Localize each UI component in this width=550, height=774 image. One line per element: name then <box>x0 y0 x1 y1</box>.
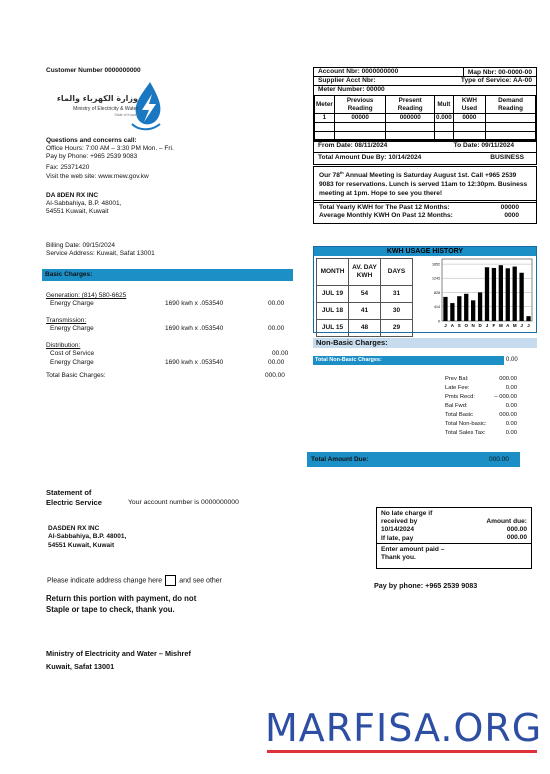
x-tick-label: O <box>464 323 468 328</box>
usage-bar <box>513 267 517 321</box>
ministry-return-address: Ministry of Electricity and Water – Mishref Kuwait, Safat 13001 <box>46 649 191 671</box>
transmission-label: Transmission: <box>46 317 87 325</box>
monthly-kwh-label: Average Monthly KWH On Past 12 Months: <box>319 212 453 220</box>
meeting-notice: Our 78th Annual Meeting is Saturday August 1st. Call +965 2539 9083 for reservations. Lunch is served 11am to 12:30pm. Business meeting at 1pm. Hope to see you there! <box>313 166 537 203</box>
meter-table <box>314 95 536 141</box>
usage-bar <box>457 296 461 321</box>
usage-bar <box>499 265 503 321</box>
summary-label: Total Non-basic: <box>445 420 487 427</box>
account-box <box>313 67 537 142</box>
statement-heading: Statement of Electric Service <box>46 488 102 507</box>
website: Visit the web site: www.mew.gov.kw <box>46 172 149 180</box>
total-basic-line: Total Basic Charges: 000.00 <box>46 372 285 380</box>
customer-addr2: 54551 Kuwait, Kuwait <box>46 208 109 216</box>
basic-charges-detail <box>46 292 291 381</box>
x-tick-label: J <box>520 323 523 328</box>
summary-label: Bal Fwd: <box>445 402 468 409</box>
generation-label: Generation: (814) 580-6625 <box>46 292 127 299</box>
y-tick-label: 1243 <box>432 276 440 281</box>
x-tick-label: M <box>498 323 503 328</box>
customer-addr1: Al-Sabbahiya, B.P. 48001, <box>46 200 122 208</box>
customer-name: DA 8DEN RX INC <box>46 192 99 199</box>
usage-bar <box>478 292 482 321</box>
stub-pay-phone: Pay by phone: +965 2539 9083 <box>374 581 478 590</box>
energy-line: Energy Charge 1690 kwh x .053540 00.00 <box>50 300 285 308</box>
late-charge-info: No late charge if received by 10/14/2024 If late, pay <box>381 510 433 542</box>
x-tick-label: D <box>478 323 482 328</box>
billing-info <box>46 242 266 258</box>
summary-value: 0.00 <box>505 402 517 409</box>
yearly-kwh-label: Total Yearly KWH for The Past 12 Months: <box>319 204 450 211</box>
table-row: 1 00000 000000 0.000 0000 <box>315 114 536 123</box>
dates-box <box>313 139 537 165</box>
distribution-label: Distribution: <box>46 342 81 350</box>
energy-line: Energy Charge 1690 kwh x .053540 00.00 <box>50 325 285 333</box>
energy-line: Energy Charge 1690 kwh x .053540 00.00 <box>50 359 285 367</box>
service-type: BUSINESS <box>490 154 524 162</box>
usage-bar <box>506 268 510 321</box>
stub-addr1: Al-Sabbahiya, B.P. 48001, <box>48 533 127 541</box>
amount-due-stub: Amount due: 000.00 000.00 <box>486 518 527 542</box>
billing-date: Billing Date: 09/15/2024 <box>46 242 116 249</box>
days-header: DAYS <box>381 259 413 286</box>
monthly-kwh-value: 0000 <box>504 212 519 220</box>
y-tick-label: 414 <box>434 305 440 310</box>
from-date: From Date: 08/11/2024 <box>318 141 388 149</box>
logo-state: State of Kuwait <box>114 113 138 117</box>
amount-due-label: Total Amount Due: <box>311 456 369 463</box>
summary-row <box>445 375 517 384</box>
x-tick-label: N <box>471 323 475 328</box>
usage-bar <box>464 294 468 321</box>
stub-name: DASDEN RX INC <box>48 525 100 532</box>
summary-value: – 000.00 <box>494 393 517 400</box>
usage-bar <box>492 268 496 321</box>
usage-table <box>316 258 413 337</box>
contact-heading: Questions and concerns call: <box>46 137 137 144</box>
summary-row <box>445 420 517 429</box>
x-tick-label: S <box>457 323 461 328</box>
basic-charges-bar <box>42 269 293 281</box>
amount-due-value: 000.00 <box>489 456 509 463</box>
summary-row <box>445 411 517 420</box>
office-hours: Office Hours: 7:00 AM – 3:30 PM Mon. – Fri. <box>46 145 174 153</box>
address-change-checkbox[interactable] <box>165 575 176 586</box>
y-tick-label: 828 <box>434 290 440 295</box>
mult-header: Mult <box>434 96 453 114</box>
usage-bar <box>471 300 475 321</box>
x-tick-label: J <box>444 323 447 328</box>
present-reading-header: Present Reading <box>386 96 434 114</box>
summary-row <box>445 384 517 393</box>
usage-bar <box>450 303 454 321</box>
usage-history <box>313 246 537 333</box>
to-date: To Date: 09/11/2024 <box>453 141 514 149</box>
logo-english: Ministry of Electricity & Water <box>73 106 138 112</box>
fax: Fax: 25371420 <box>46 164 90 172</box>
y-tick-label: 1652 <box>432 262 440 267</box>
x-tick-label: A <box>506 323 510 328</box>
account-nbr: Account Nbr: 0000000000 <box>318 67 399 75</box>
summary-label: Total Sales Tax: <box>445 429 486 436</box>
address-change-line: Please indicate address change here and see other <box>47 575 222 586</box>
summary-label: Pmts Recd: <box>445 393 475 400</box>
watermark-underline <box>267 750 537 753</box>
customer-address <box>46 192 246 216</box>
contact-block <box>46 137 246 181</box>
summary-row <box>445 393 517 402</box>
nonbasic-total-bar <box>313 356 504 365</box>
summary-value: 0.00 <box>505 429 517 436</box>
meter-header: Meter <box>315 96 335 114</box>
summary-value: 0.00 <box>505 420 517 427</box>
pay-phone: Pay by Phone: +965 2539 9083 <box>46 153 138 161</box>
total-amount-due-bar <box>307 452 520 467</box>
summary-label: Prev Bal: <box>445 376 469 382</box>
usage-bar <box>526 316 530 321</box>
logo-arabic: وزارة الكهرباء والماء <box>56 94 138 103</box>
x-tick-label: J <box>527 323 530 328</box>
service-address: Service Address: Kuwait, Safat 13001 <box>46 250 155 258</box>
nonbasic-title: Non-Basic Charges: <box>316 338 388 347</box>
type-of-service: Type of Service: AA-00 <box>460 76 532 84</box>
nonbasic-charges-bar <box>313 338 537 348</box>
summary-row <box>445 402 517 411</box>
watermark-text: MARFISA.ORG <box>265 706 543 750</box>
x-tick-label: F <box>492 323 496 328</box>
usage-bar <box>443 297 447 321</box>
avg-kwh-header: AV. DAY KWH <box>349 259 381 286</box>
stub-addr2: 54551 Kuwait, Kuwait <box>48 541 115 549</box>
table-row: JUL 15 48 29 <box>317 320 413 337</box>
usage-chart <box>425 257 535 333</box>
supplier-acct: Supplier Acct Nbr: <box>318 76 376 84</box>
usage-title: KWH USAGE HISTORY <box>314 247 536 256</box>
month-header: MONTH <box>317 259 349 286</box>
ministry-logo <box>46 80 164 134</box>
table-row: JUL 19 54 31 <box>317 286 413 303</box>
kwh-used-header: KWH Used <box>453 96 485 114</box>
yearly-kwh-value: 00000 <box>500 204 519 211</box>
payment-stub-box <box>376 507 532 569</box>
x-tick-label: A <box>450 323 455 328</box>
summary-value: 000.00 <box>499 376 517 382</box>
prev-reading-header: Previous Reading <box>334 96 386 114</box>
map-nbr: Map Nbr: 00-0000-00 <box>463 68 536 77</box>
summary-label: Late Fee: <box>445 384 470 391</box>
x-tick-label: J <box>485 323 489 328</box>
nonbasic-total-label: Total Non-Basic Charges: <box>315 357 382 363</box>
meter-number: Meter Number: 00000 <box>318 86 385 94</box>
table-row <box>315 123 536 132</box>
table-row: JUL 18 41 30 <box>317 303 413 320</box>
summary-value: 0.00 <box>505 384 517 391</box>
total-due-by: Total Amount Due By: 10/14/2024 <box>318 154 422 162</box>
stub-account-line: Your account number is 0000000000 <box>128 499 239 506</box>
customer-number: Customer Number 0000000000 <box>46 67 141 74</box>
x-tick-label: M <box>512 323 517 328</box>
usage-bar <box>519 273 523 321</box>
summary-label: Total Basic <box>445 411 474 418</box>
nonbasic-total-value: 0.00 <box>506 357 518 363</box>
stub-address <box>48 525 126 550</box>
summary-value: 000.00 <box>499 411 517 418</box>
summary-row <box>445 429 517 438</box>
basic-charges-title: Basic Charges: <box>45 271 93 278</box>
amount-paid-field[interactable]: Enter amount paid – Thank you. <box>381 546 445 562</box>
marfisa-watermark <box>265 706 543 757</box>
balance-summary <box>445 375 517 438</box>
usage-bar <box>485 267 489 321</box>
y-tick-label: 0 <box>438 319 440 324</box>
kwh-summary <box>313 200 537 224</box>
return-instructions: Return this portion with payment, do not Staple or tape to check, thank you. <box>46 594 197 614</box>
demand-reading-header: Demand Reading <box>486 96 536 114</box>
cost-of-service-line: Cost of Service 00.00 <box>50 350 289 358</box>
